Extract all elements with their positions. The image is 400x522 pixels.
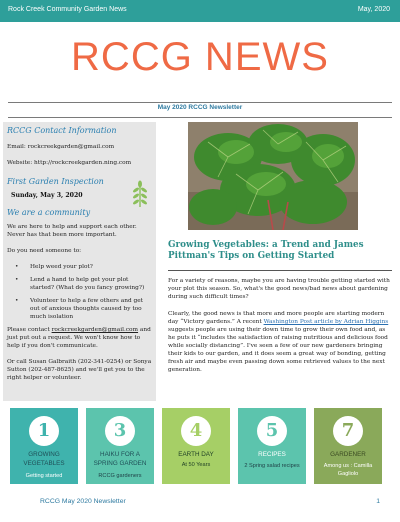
tile-earth-day[interactable] (162, 408, 230, 484)
tile-title: GROWING VEGETABLES (23, 451, 65, 467)
list-item: • Help weed your plot? (15, 264, 93, 270)
leaf-sprig-icon (131, 180, 149, 208)
header-bar (0, 0, 400, 22)
newsletter-subtitle: May 2020 RCCG Newsletter (157, 104, 243, 111)
tile-number: 3 (105, 416, 135, 446)
tile-number: 1 (29, 416, 59, 446)
tile-gardener[interactable] (314, 408, 382, 484)
article-para-1: For a variety of reasons, maybe you are having trouble getting started with your plot this season. So, what's the good news/bad news about gardening during such difficult times? (168, 278, 390, 300)
tile-title: HAIKU FOR A SPRING GARDEN (93, 451, 147, 467)
divider-top (8, 102, 392, 103)
contact-heading: RCCG Contact Information (7, 126, 117, 135)
article-title: Growing Vegetables: a Trend and James Pittman's Tips on Getting Started (168, 240, 364, 261)
article-divider (168, 270, 392, 271)
list-item-text: Lend a hand to help get your plot started? (What do you fancy growing?) (30, 277, 145, 291)
footer-title: RCCG May 2020 Newsletter (40, 498, 126, 505)
tile-title: EARTH DAY (178, 451, 214, 458)
inspection-date: Sunday, May 3, 2020 (11, 192, 83, 199)
divider-bottom (8, 117, 392, 118)
rhubarb-photo-image (188, 122, 358, 230)
header-date: May, 2020 (357, 6, 390, 13)
tile-subtitle: RCCG gardeners (98, 473, 142, 479)
need-intro: Do you need someone to: (7, 248, 82, 254)
washington-post-link[interactable]: Washington Post article by Adrian Higgins (263, 319, 389, 325)
tile-number: 7 (333, 416, 363, 446)
org-name: Rock Creek Community Garden News (8, 6, 127, 13)
article-para-2-lead: Clearly, the good news is that more and more people are starting modern day “Victory gardens.” A recent (168, 311, 385, 325)
community-heading: We are a community (7, 208, 91, 217)
list-item: • Volunteer to help a few others and get out of anxious thoughts caused by too much isolation (15, 298, 143, 320)
tile-subtitle: At 50 Years (181, 462, 211, 468)
tile-title: GARDENER (330, 451, 366, 458)
contact-request-rest: and just put out a request. We won't know how to help if you don't communicate. (7, 327, 151, 349)
tile-subtitle: Among us : Camilla Gagliolo (323, 463, 373, 477)
tile-title: RECIPES (258, 451, 286, 458)
contact-request-lead: Please contact (7, 327, 50, 333)
tile-number: 5 (257, 416, 287, 446)
tile-haiku[interactable] (86, 408, 154, 484)
rhubarb-photo (188, 122, 358, 230)
page-number: 1 (376, 498, 380, 505)
help-list (7, 263, 153, 326)
list-item-text: Volunteer to help a few others and get out of anxious thoughts caused by too much isolation (30, 298, 143, 320)
inspection-heading: First Garden Inspection (7, 177, 104, 186)
masthead-title: RCCG NEWS (71, 35, 329, 79)
contact-website: Website: http://rockcreekgarden.ning.com (7, 160, 132, 166)
tile-recipes[interactable] (238, 408, 306, 484)
list-item: • Lend a hand to help get your plot started? (What do you fancy growing?) (15, 277, 145, 291)
tile-number: 4 (181, 416, 211, 446)
call-text: Or call Susan Galbraith (202-341-0254) or Sonya Sutton (202-487-8625) and we'll get you to the right helper or volunteer. (7, 359, 152, 381)
tile-growing-vegetables[interactable] (10, 408, 78, 484)
community-text-1: We are here to help and support each other. (7, 224, 137, 230)
tile-subtitle: Getting started (25, 473, 63, 479)
tile-subtitle: 2 Spring salad recipes (244, 463, 300, 469)
contact-email-link[interactable]: rockcreekgarden@gmail.com (51, 327, 139, 333)
article-para-2 (168, 310, 394, 374)
sidebar (3, 122, 156, 401)
contact-request (7, 326, 153, 350)
community-text-2: Never has that been more important. (7, 232, 117, 238)
article-para-2-rest: suggests people are using their down time to grow their own food and, as he puts it “includes the satisfaction of raising nutritious and delicious food while socially distancing”. I've seen a few of our new gardeners bringing their kids to our garden, and it does seem a great way of bonding, getting fresh air and maybe even passing down some retrieved values to the next generation. (168, 327, 388, 373)
contact-email: Email: rockcreekgarden@gmail.com (7, 144, 115, 150)
list-item-text: Help weed your plot? (30, 264, 93, 270)
